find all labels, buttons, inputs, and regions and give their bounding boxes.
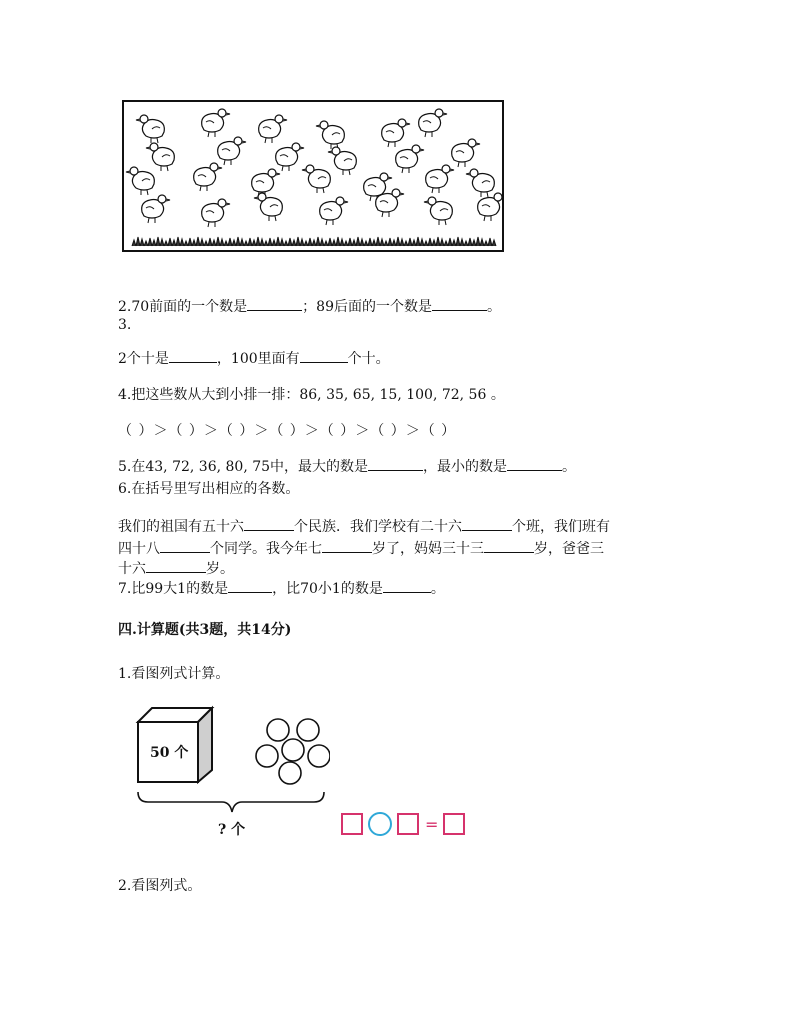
q6-line2-c: 岁了，妈妈三十三 [372, 541, 484, 557]
q6-line3-b: 岁。 [206, 561, 234, 577]
q2-text-b: ；89后面的一个数是 [302, 299, 432, 315]
question-2 [118, 298, 501, 316]
q6-line3-a: 十六 [118, 561, 146, 577]
q6-line2-d: 岁，爸爸三 [534, 541, 604, 557]
q2-text-end: 。 [487, 299, 501, 315]
chicks-illustration [122, 100, 504, 252]
q6-blank-3[interactable] [160, 540, 210, 553]
question-4-slots[interactable]: （ ）＞（ ）＞（ ）＞（ ）＞（ ）＞（ ）＞（ ） [118, 423, 457, 439]
circle-1 [267, 719, 289, 741]
chick-icon [202, 199, 230, 227]
q7-blank-2[interactable] [383, 580, 431, 593]
q6-blank-6[interactable] [146, 560, 206, 573]
question-3 [118, 350, 390, 368]
chick-icon [466, 169, 494, 197]
cube-circles-drawing [130, 700, 330, 850]
q6-blank-2[interactable] [462, 518, 512, 531]
chick-icon [302, 165, 330, 193]
q3-blank-1[interactable] [169, 350, 217, 363]
chick-icon [146, 143, 174, 171]
chick-icon [142, 195, 170, 223]
circle-6 [279, 762, 301, 784]
q2-blank-1[interactable] [247, 298, 302, 311]
question-count: ? 个 [218, 822, 246, 838]
chick-icon [320, 197, 348, 225]
chick-icon [328, 147, 356, 175]
answer-box-3[interactable] [444, 814, 464, 834]
question-6-title: 6.在括号里写出相应的各数。 [118, 481, 300, 497]
q5-text-a: 5.在43, 72, 36, 80, 75中，最大的数是 [118, 459, 369, 475]
q5-blank-1[interactable] [368, 458, 423, 471]
q7-blank-1[interactable] [228, 580, 272, 593]
calc-1-title: 1.看图列式计算。 [118, 666, 230, 682]
question-7 [118, 580, 445, 598]
chick-icon [202, 109, 230, 137]
question-3-label: 3. [118, 317, 132, 333]
chick-icon [136, 115, 164, 143]
q7-text-end: 。 [430, 581, 445, 597]
chick-icon [259, 115, 287, 143]
q6-line2-a: 四十八 [118, 541, 160, 557]
chick-icon [452, 139, 480, 167]
q2-text-a: 2.70前面的一个数是 [118, 299, 248, 315]
q5-text-end: 。 [562, 459, 577, 475]
q3-text-a: 2个十是 [118, 351, 169, 367]
chick-icon [276, 143, 304, 171]
brace [138, 792, 324, 812]
chick-icon [254, 193, 282, 221]
circle-5 [308, 745, 330, 767]
q6-blank-5[interactable] [484, 540, 534, 553]
q6-blank-1[interactable] [244, 518, 294, 531]
chick-icon [419, 109, 447, 137]
q6-line1-a: 我们的祖国有五十六 [118, 519, 244, 535]
q2-blank-2[interactable] [432, 298, 487, 311]
cube-label: 50 个 [150, 745, 189, 761]
q5-blank-2[interactable] [507, 458, 562, 471]
q6-line-1 [118, 518, 610, 536]
circle-4 [282, 739, 304, 761]
calc-1-figure [130, 700, 330, 850]
chick-icon [396, 145, 424, 173]
chick-icon [194, 163, 222, 191]
operator-circle[interactable] [369, 813, 391, 835]
equals-sign: = [425, 815, 439, 834]
q3-text-b: ，100里面有 [216, 351, 300, 367]
chick-icon [218, 137, 246, 165]
q6-line2-b: 个同学。我今年七 [210, 541, 322, 557]
q3-text-c: 个十。 [347, 351, 390, 367]
circle-2 [297, 719, 319, 741]
question-4: 4.把这些数从大到小排一排：86, 35, 65, 15, 100, 72, 56 。 [118, 387, 505, 403]
chick-icon [426, 165, 454, 193]
answer-box-2[interactable] [398, 814, 418, 834]
answer-box-1[interactable] [342, 814, 362, 834]
cube-side [198, 708, 212, 782]
q6-line1-b: 个民族．我们学校有二十六 [294, 519, 462, 535]
question-5 [118, 458, 576, 476]
chicks-drawing [124, 102, 502, 250]
circle-3 [256, 745, 278, 767]
section-4-title: 四.计算题(共3题，共14分) [118, 622, 292, 638]
chick-icon [382, 119, 410, 147]
chick-icon [424, 197, 452, 225]
q6-blank-4[interactable] [322, 540, 372, 553]
chick-icon [252, 169, 280, 197]
q7-text-b: ，比70小1的数是 [272, 581, 383, 597]
q5-text-b: ，最小的数是 [423, 459, 508, 475]
chick-icon [478, 193, 502, 221]
q3-blank-2[interactable] [300, 350, 348, 363]
q6-line1-c: 个班，我们班有 [512, 519, 610, 535]
chick-icon [126, 167, 154, 195]
q6-line-2 [118, 540, 604, 558]
equation-boxes [340, 812, 470, 838]
q7-text-a: 7.比99大1的数是 [118, 581, 229, 597]
chick-icon [316, 121, 344, 149]
grass-strip [132, 237, 496, 246]
q6-line-3 [118, 560, 234, 578]
calc-2-title: 2.看图列式。 [118, 878, 202, 894]
